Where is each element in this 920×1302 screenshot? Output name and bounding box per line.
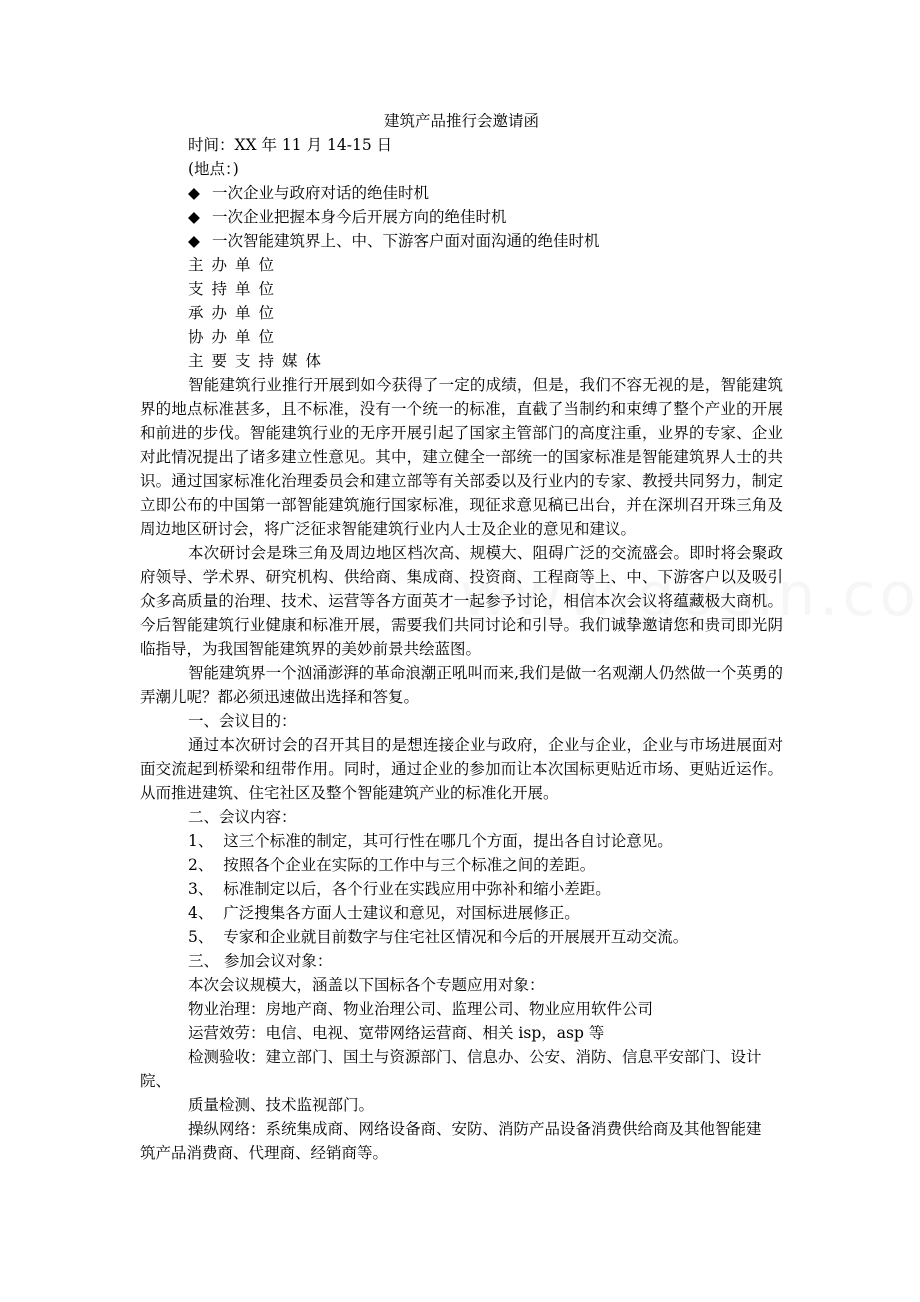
attendees-line: 运营效劳：电信、电视、宽带网络运营商、相关 isp，asp 等 (188, 1024, 605, 1042)
attendees-line: 物业治理：房地产商、物业治理公司、监理公司、物业应用软件公司 (188, 1000, 654, 1018)
intro-paragraph: 本次研讨会是珠三角及周边地区档次高、规模大、阻碍广泛的交流盛会。即时将会聚政府领导、学术界、研究机构、供给商、集成商、投资商、工程商等上、中、下游客户以及吸引众多高质量的治理、技术、运营等各方面英才一起参予讨论，相信本次会议将蕴藏极大商机。今后智能建筑行业健康和标准开展，需要我们共同讨论和引导。我们诚挚邀请您和贵司即光阴临指导，为我国智能建筑界的美妙前景共绘蓝图。 (140, 544, 783, 658)
media-label: 主要支持媒体 (188, 352, 330, 370)
document-title: 建筑产品推行会邀请函 (383, 112, 539, 130)
bullet-item: ◆ 一次企业与政府对话的绝佳时机 (140, 181, 783, 205)
content-item: 4、 广泛搜集各方面人士建议和意见，对国标进展修正。 (188, 904, 580, 922)
diamond-bullet-icon: ◆ (188, 208, 200, 226)
attendees-line: 本次会议规模大，涵盖以下国标各个专题应用对象： (188, 976, 545, 994)
bullet-item: ◆ 一次企业把握本身今后开展方向的绝佳时机 (140, 205, 783, 229)
intro-paragraph: 智能建筑行业推行开展到如今获得了一定的成绩，但是，我们不容无视的是，智能建筑界的地点标准甚多，且不标准，没有一个统一的标准，直截了当制约和束缚了整个产业的开展和前进的步伐。智能建筑行业的无序开展引起了国家主管部门的高度注重，业界的专家、企业对此情况提出了诸多建立性意见。其中，建立健全一部统一的国家标准是智能建筑界人士的共识。通过国家标准化治理委员会和建立部等有关部委以及行业内的专家、教授共同努力，制定立即公布的中国第一部智能建筑施行国家标准，现征求意见稿已出台，并在深圳召开珠三角及周边地区研讨会，将广泛征求智能建筑行业内人士及企业的意见和建议。 (140, 376, 783, 538)
undertaker-label: 承办单位 (188, 304, 283, 322)
intro-paragraph: 智能建筑界一个汹涌澎湃的革命浪潮正吼叫而来,我们是做一名观潮人仍然做一个英勇的弄潮儿呢？都必须迅速做出选择和答复。 (140, 664, 783, 706)
attendees-line: 检测验收：建立部门、国土与资源部门、信息办、公安、消防、信息平安部门、设计 (188, 1048, 762, 1066)
attendees-line: 质量检测、技术监视部门。 (188, 1096, 375, 1114)
section-heading-purpose: 一、会议目的： (188, 712, 297, 730)
attendees-line: 操纵网络：系统集成商、网络设备商、安防、消防产品设备消费供给商及其他智能建 (188, 1120, 762, 1138)
event-location: (地点：) (188, 160, 239, 178)
content-item: 1、 这三个标准的制定，其可行性在哪几个方面，提出各自讨论意见。 (188, 832, 673, 850)
purpose-paragraph: 通过本次研讨会的召开其目的是想连接企业与政府，企业与企业，企业与市场进展面对面交流起到桥梁和纽带作用。同时，通过企业的参加而让本次国标更贴近市场、更贴近运作。从而推进建筑、住宅社区及整个智能建筑产业的标准化开展。 (140, 736, 783, 802)
content-item: 3、 标准制定以后，各个行业在实践应用中弥补和缩小差距。 (188, 880, 611, 898)
bullet-item: ◆ 一次智能建筑界上、中、下游客户面对面沟通的绝佳时机 (140, 229, 783, 253)
supporter-label: 支持单位 (188, 280, 283, 298)
document-body (140, 109, 783, 1165)
attendees-line-continued: 筑产品消费商、代理商、经销商等。 (140, 1144, 389, 1162)
section-heading-attendees: 三、 参加会议对象： (188, 952, 333, 970)
attendees-line-continued: 院、 (140, 1072, 172, 1090)
section-heading-content: 二、会议内容： (188, 808, 297, 826)
content-item: 2、 按照各个企业在实际的工作中与三个标准之间的差距。 (188, 856, 596, 874)
organizer-label: 主办单位 (188, 256, 283, 274)
diamond-bullet-icon: ◆ (188, 184, 200, 202)
event-time: 时间：XX 年 11 月 14-15 日 (188, 136, 393, 154)
diamond-bullet-icon: ◆ (188, 232, 200, 250)
content-item: 5、 专家和企业就目前数字与住宅社区情况和今后的开展展开互动交流。 (188, 928, 689, 946)
co-organizer-label: 协办单位 (188, 328, 283, 346)
